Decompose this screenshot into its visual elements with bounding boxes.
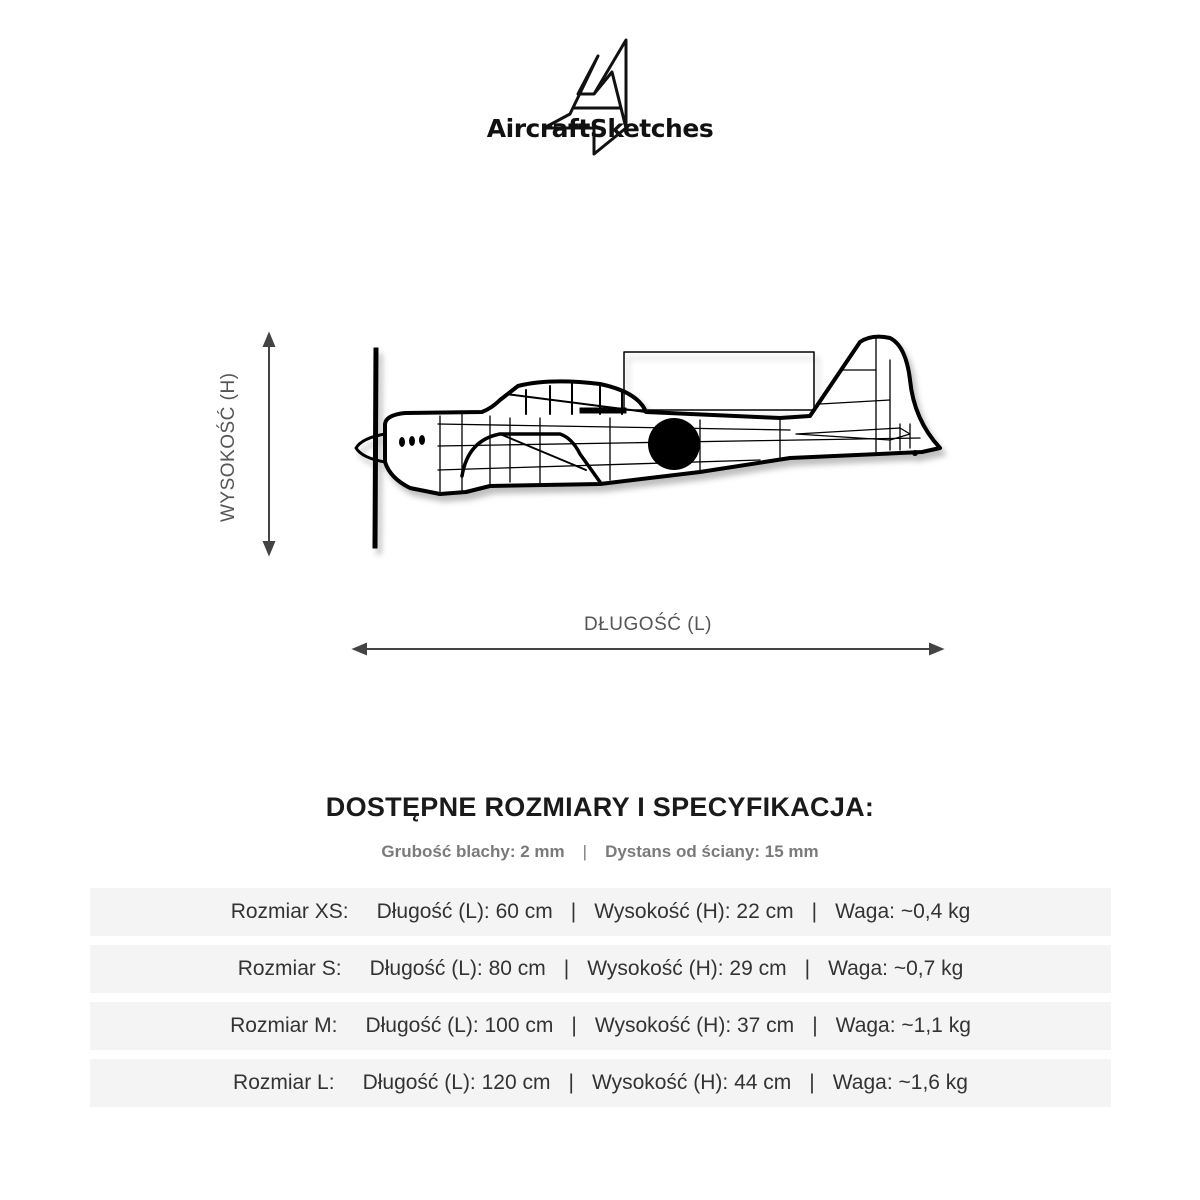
- separator: |: [582, 842, 588, 861]
- size-height: Wysokość (H): 44 cm: [591, 1071, 792, 1094]
- height-arrow: [264, 334, 274, 554]
- size-row-l: [90, 1059, 1111, 1107]
- size-weight: Waga: ~0,7 kg: [828, 957, 964, 980]
- size-height: Wysokość (H): 29 cm: [587, 957, 787, 980]
- size-length: Długość (L): 100 cm: [365, 1014, 554, 1037]
- size-weight: Waga: ~1,6 kg: [832, 1071, 968, 1094]
- separator: |: [563, 957, 570, 980]
- height-label: WYSOKOŚĆ (H): [218, 372, 239, 522]
- roundel: [648, 418, 700, 470]
- size-row-m: [90, 1002, 1111, 1050]
- size-length: Długość (L): 120 cm: [362, 1071, 551, 1094]
- size-row-s: [90, 945, 1111, 993]
- size-weight: Waga: ~0,4 kg: [835, 900, 971, 923]
- size-name: Rozmiar M:: [230, 1014, 338, 1037]
- size-weight: Waga: ~1,1 kg: [835, 1014, 971, 1037]
- size-height: Wysokość (H): 22 cm: [594, 900, 794, 923]
- separator: |: [571, 1014, 577, 1037]
- size-name: Rozmiar XS:: [230, 900, 349, 923]
- specs-subtitle: [0, 842, 1200, 862]
- size-length: Długość (L): 60 cm: [376, 900, 553, 923]
- brand-name: AircraftSketches: [486, 114, 714, 143]
- separator: |: [804, 957, 811, 980]
- sheet-thickness: Grubość blachy: 2 mm: [381, 842, 565, 861]
- separator: |: [809, 1071, 815, 1094]
- size-name: Rozmiar S:: [237, 957, 342, 980]
- size-length: Długość (L): 80 cm: [369, 957, 546, 980]
- separator: |: [811, 900, 818, 923]
- separator: |: [568, 1071, 574, 1094]
- length-label: DŁUGOŚĆ (L): [584, 614, 712, 635]
- specs-title: DOSTĘPNE ROZMIARY I SPECYFIKACJA:: [325, 792, 875, 822]
- length-arrow: [354, 644, 942, 654]
- size-name: Rozmiar L:: [233, 1071, 335, 1094]
- size-row-xs: [90, 888, 1111, 936]
- size-height: Wysokość (H): 37 cm: [594, 1014, 795, 1037]
- sizes-table: [90, 888, 1111, 1116]
- brand-logo: [470, 36, 730, 160]
- separator: |: [812, 1014, 818, 1037]
- wall-standoff: Dystans od ściany: 15 mm: [605, 842, 819, 861]
- separator: |: [570, 900, 577, 923]
